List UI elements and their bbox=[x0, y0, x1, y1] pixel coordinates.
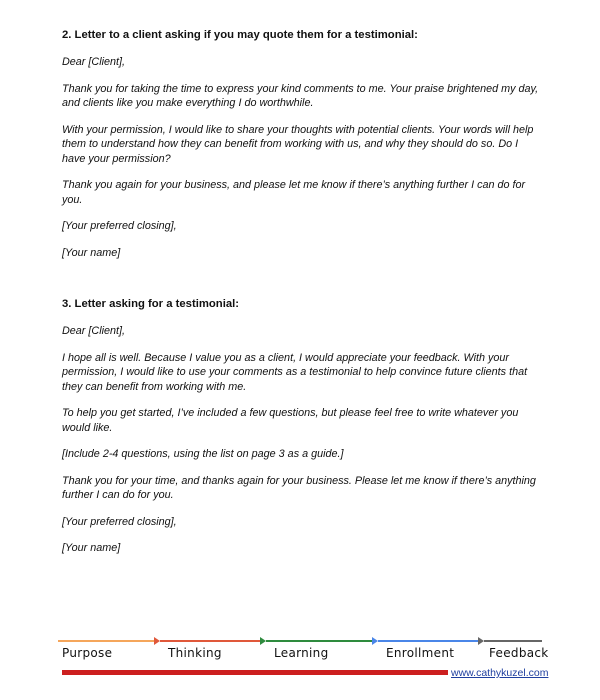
section2-name: [Your name] bbox=[62, 246, 121, 259]
flow-segment bbox=[378, 640, 482, 642]
section3-paragraph-4: Thank you for your time, and thanks again for your business. Please let me know if there’s anything further I can do for you. bbox=[62, 474, 536, 501]
section3-heading: 3. Letter asking for a testimonial: bbox=[62, 298, 240, 310]
step-thinking: Thinking bbox=[168, 646, 222, 660]
step-learning: Learning bbox=[274, 646, 329, 660]
flow-segment bbox=[58, 640, 158, 642]
section3-paragraph-3: [Include 2-4 questions, using the list on page 3 as a guide.] bbox=[62, 448, 344, 460]
step-enrollment: Enrollment bbox=[386, 646, 455, 660]
section3-paragraph-2: To help you get started, I’ve included a few questions, but please feel free to write whatever you would like. bbox=[62, 407, 519, 434]
section2-paragraph-1: Thank you for taking the time to express your kind comments to me. Your praise brightened my day, and clients like you make everything I do worthwhile. bbox=[62, 82, 539, 109]
section2-paragraph-2: With your permission, I would like to share your thoughts with potential clients. Your words will help them to understand how they can benefit from working with us, and why they should do so. Do I have your permission? bbox=[62, 123, 534, 165]
section2-heading: 2. Letter to a client asking if you may quote them for a testimonial: bbox=[62, 29, 418, 41]
step-feedback: Feedback bbox=[489, 646, 549, 660]
footer-accent-bar bbox=[62, 670, 448, 675]
section3-name: [Your name] bbox=[62, 542, 121, 554]
section2-closing: [Your preferred closing], bbox=[62, 220, 177, 232]
flow-segment bbox=[484, 640, 542, 642]
step-purpose: Purpose bbox=[62, 646, 113, 660]
section3-paragraph-1: I hope all is well. Because I value you as a client, I would appreciate your feedback. With your permission, I would like to use your comments as a testimonial to help convince future clients that they can benefit from working with me. bbox=[62, 351, 528, 393]
section3-closing: [Your preferred closing], bbox=[62, 515, 177, 528]
flow-segment bbox=[266, 640, 376, 642]
website-link[interactable]: www.cathykuzel.com bbox=[451, 667, 549, 679]
section2-paragraph-3: Thank you again for your business, and please let me know if there’s anything further I can do for you. bbox=[62, 179, 526, 206]
process-flow bbox=[58, 633, 549, 693]
section3-salutation: Dear [Client], bbox=[62, 325, 126, 337]
section2-salutation: Dear [Client], bbox=[62, 56, 126, 68]
letter-templates bbox=[62, 28, 544, 556]
flow-segment bbox=[160, 640, 264, 642]
